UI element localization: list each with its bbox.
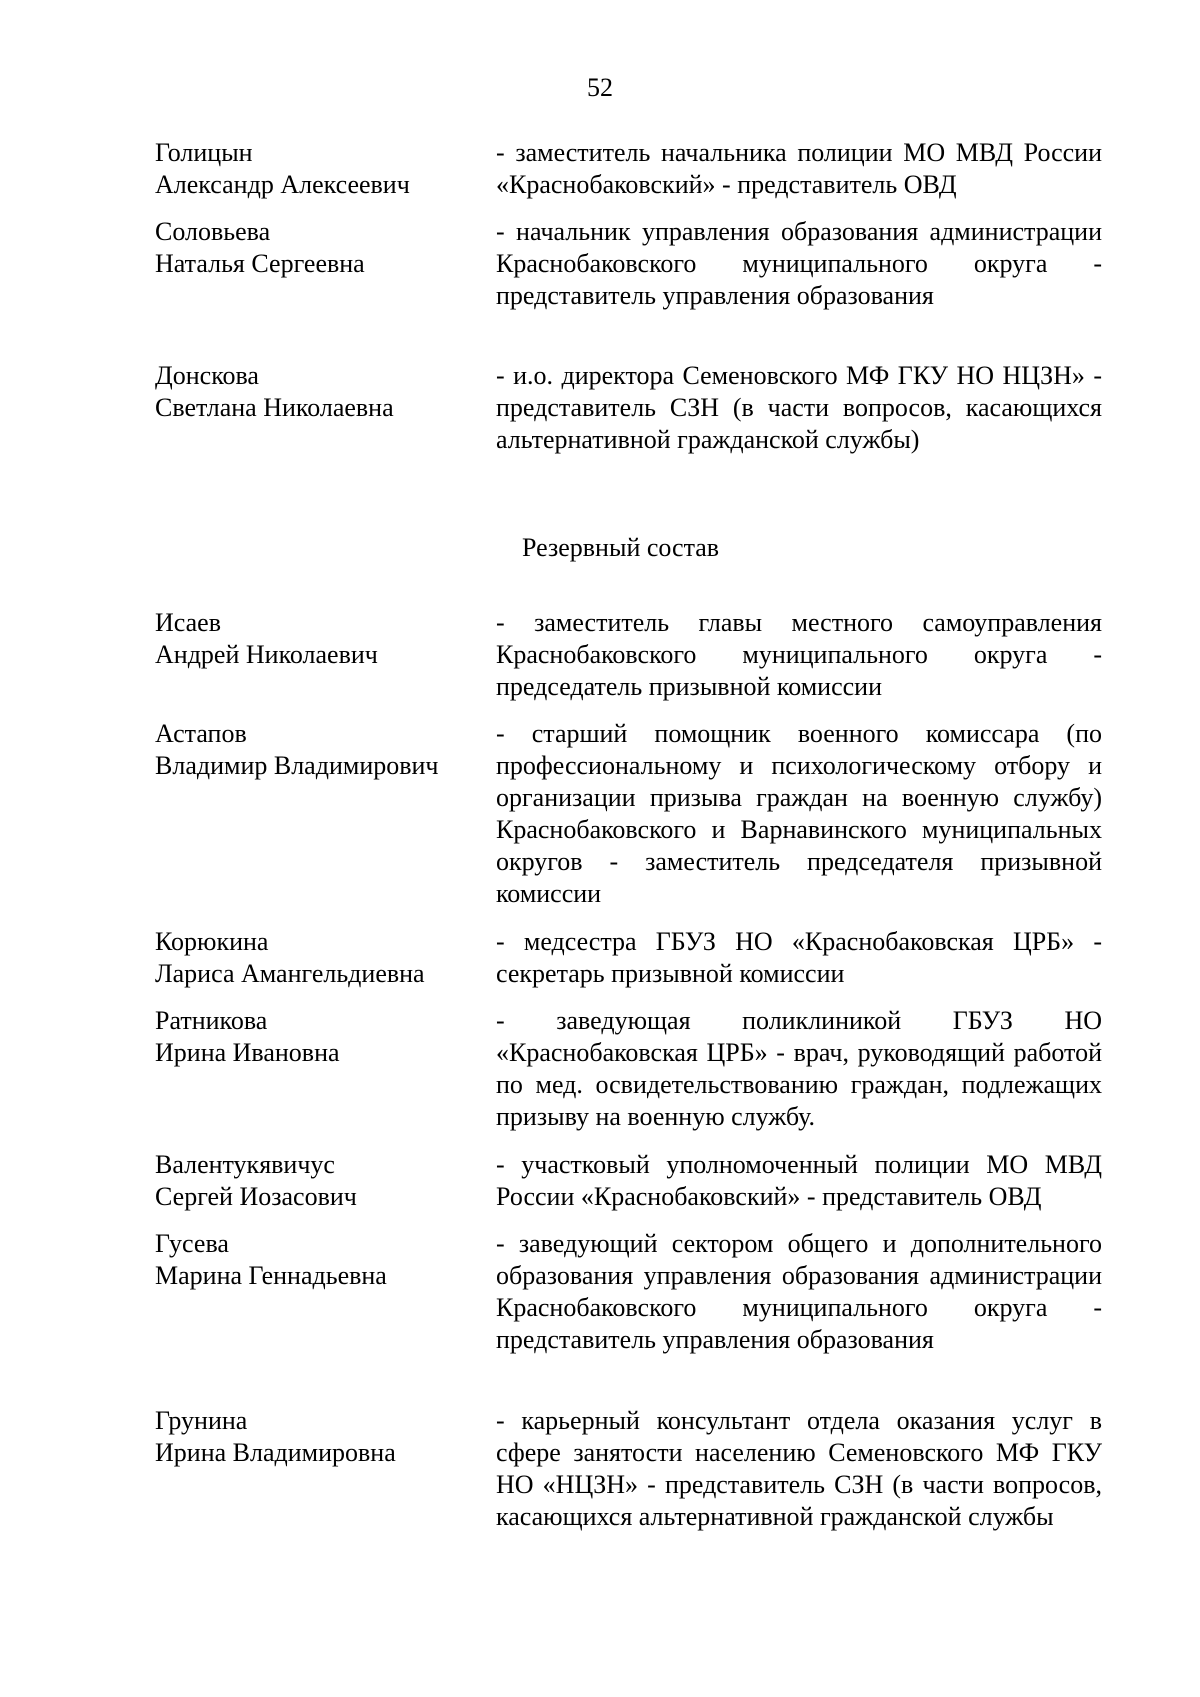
- member-name: [155, 926, 485, 990]
- member-surname: Валентукявичус: [155, 1150, 335, 1179]
- member-name: [155, 1228, 485, 1292]
- member-given-name: Марина Геннадьевна: [155, 1261, 387, 1290]
- member-role: - заведующий сектором общего и дополнительного образования управления образования администрации Краснобаковского муниципального округа - представитель управления образования: [496, 1229, 1102, 1354]
- member-given-name: Светлана Николаевна: [155, 393, 394, 422]
- member-role: - медсестра ГБУЗ НО «Краснобаковская ЦРБ» - секретарь призывной комиссии: [496, 927, 1102, 988]
- member-name: [155, 718, 485, 782]
- member-surname: Грунина: [155, 1406, 248, 1435]
- member-role: - начальник управления образования администрации Краснобаковского муниципального округа - представитель управления образования: [496, 217, 1102, 310]
- member-surname: Корюкина: [155, 927, 269, 956]
- member-name: [155, 607, 485, 671]
- member-name: [155, 137, 485, 201]
- member-name: [155, 1149, 485, 1213]
- member-given-name: Владимир Владимирович: [155, 751, 439, 780]
- member-surname: Соловьева: [155, 217, 271, 246]
- member-role: - участковый уполномоченный полиции МО МВД России «Краснобаковский» - представитель ОВД: [496, 1150, 1102, 1211]
- member-given-name: Александр Алексеевич: [155, 170, 410, 199]
- member-name: [155, 1005, 485, 1069]
- member-surname: Голицын: [155, 138, 253, 167]
- member-given-name: Лариса Амангельдиевна: [155, 959, 425, 988]
- member-role: - заместитель начальника полиции МО МВД России «Краснобаковский» - представитель ОВД: [496, 138, 1102, 199]
- member-given-name: Наталья Сергеевна: [155, 249, 365, 278]
- member-surname: Исаев: [155, 608, 221, 637]
- member-role: - заместитель главы местного самоуправления Краснобаковского муниципального округа - председатель призывной комиссии: [496, 608, 1102, 701]
- member-role: - карьерный консультант отдела оказания услуг в сфере занятости населению Семеновского МФ ГКУ НО «НЦЗН» - представитель СЗН (в части вопросов, касающихся альтернативной гражданской службы: [496, 1406, 1102, 1531]
- member-role: - и.о. директора Семеновского МФ ГКУ НО НЦЗН» - представитель СЗН (в части вопросов, касающихся альтернативной гражданской службы): [496, 361, 1102, 454]
- member-name: [155, 360, 485, 424]
- member-name: [155, 1405, 485, 1469]
- member-surname: Донскова: [155, 361, 259, 390]
- member-name: [155, 216, 485, 280]
- member-surname: Астапов: [155, 719, 247, 748]
- member-given-name: Ирина Владимировна: [155, 1438, 396, 1467]
- member-given-name: Ирина Ивановна: [155, 1038, 340, 1067]
- member-role: - старший помощник военного комиссара (по профессиональному и психологическому отбору и организации призыва граждан на военную службу) Краснобаковского и Варнавинского муниципальных округов - заместитель председателя призывной комиссии: [496, 719, 1102, 908]
- member-role: - заведующая поликлиникой ГБУЗ НО «Краснобаковская ЦРБ» - врач, руководящий работой по мед. освидетельствованию граждан, подлежащих призыву на военную службу.: [496, 1006, 1102, 1131]
- member-given-name: Андрей Николаевич: [155, 640, 378, 669]
- member-given-name: Сергей Иозасович: [155, 1182, 357, 1211]
- member-surname: Гусева: [155, 1229, 229, 1258]
- member-surname: Ратникова: [155, 1006, 268, 1035]
- reserve-section-title: Резервный состав: [522, 533, 720, 562]
- page-number: 52: [587, 73, 613, 102]
